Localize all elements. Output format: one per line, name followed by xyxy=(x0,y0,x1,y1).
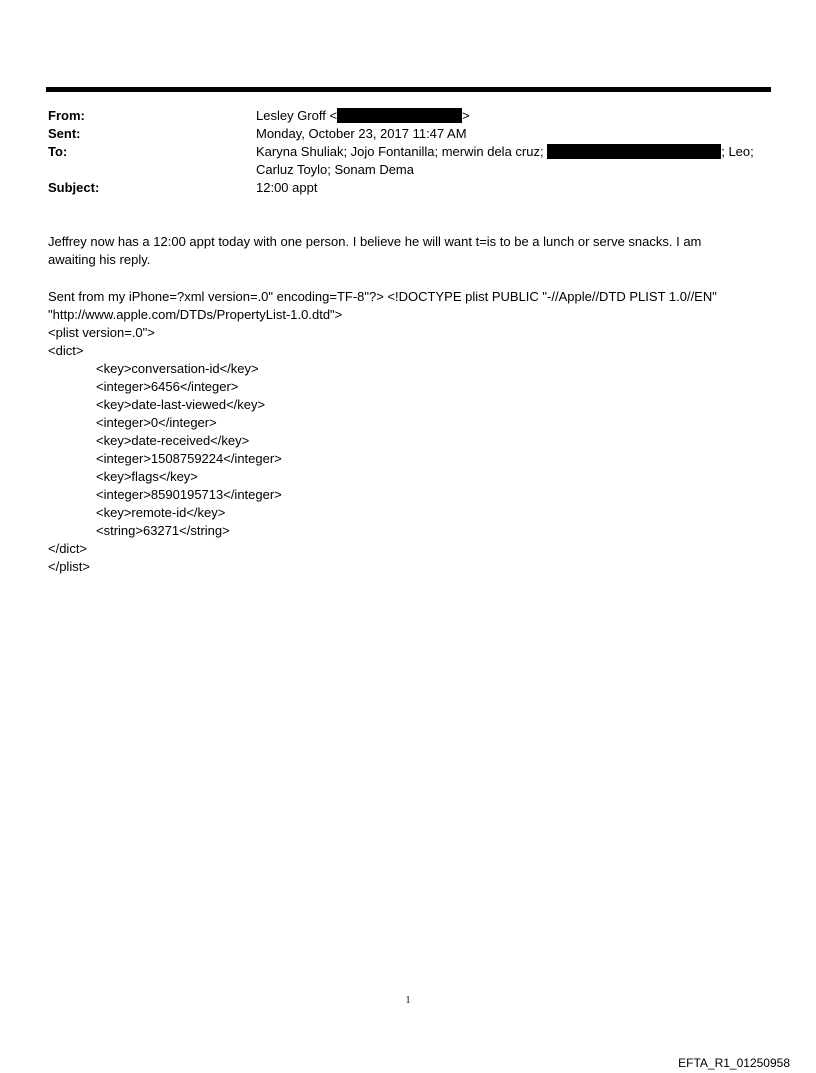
document-id: EFTA_R1_01250958 xyxy=(678,1056,790,1070)
xml-line: <string>63271</string> xyxy=(96,523,230,538)
from-name: Lesley Groff < xyxy=(256,108,338,123)
email-body xyxy=(48,233,748,269)
xml-line: <key>remote-id</key> xyxy=(96,505,226,520)
to-line-1 xyxy=(256,143,768,161)
xml-line: <integer>6456</integer> xyxy=(96,379,239,394)
xml-line: <integer>0</integer> xyxy=(96,415,217,430)
xml-line: <dict> xyxy=(48,343,84,358)
page-number: 1 xyxy=(405,995,411,1006)
sent-label: Sent: xyxy=(48,126,81,141)
xml-line: Sent from my iPhone=?xml version=.0" encoding=TF-8"?> <!DOCTYPE plist PUBLIC "-//Apple//DTD PLIST 1.0//EN" xyxy=(48,289,717,304)
redaction-box xyxy=(547,144,721,159)
xml-line: <plist version=.0"> xyxy=(48,325,155,340)
subject-row xyxy=(48,179,768,197)
xml-line: <integer>8590195713</integer> xyxy=(96,487,282,502)
to-row xyxy=(48,143,768,179)
xml-line: <integer>1508759224</integer> xyxy=(96,451,282,466)
xml-line: </plist> xyxy=(48,559,90,574)
xml-line: <key>conversation-id</key> xyxy=(96,361,259,376)
to-recipients-b: ; Leo; xyxy=(721,144,754,159)
from-close: > xyxy=(462,108,470,123)
to-value xyxy=(256,143,768,179)
xml-line: "http://www.apple.com/DTDs/PropertyList-1.0.dtd"> xyxy=(48,307,343,322)
to-recipients-c: Carluz Toylo; Sonam Dema xyxy=(256,162,414,177)
to-recipients-a: Karyna Shuliak; Jojo Fontanilla; merwin dela cruz; xyxy=(256,144,544,159)
subject-value: 12:00 appt xyxy=(256,180,318,195)
header-divider xyxy=(46,87,771,92)
xml-line: <key>date-last-viewed</key> xyxy=(96,397,266,412)
to-label: To: xyxy=(48,144,68,159)
redaction-box xyxy=(337,108,462,123)
body-paragraph: Jeffrey now has a 12:00 appt today with one person. I believe he will want t=is to be a lunch or serve snacks. I am awaiting his reply. xyxy=(48,234,702,267)
subject-label: Subject: xyxy=(48,180,100,195)
sent-row xyxy=(48,125,768,143)
email-header xyxy=(48,107,768,197)
xml-line: <key>date-received</key> xyxy=(96,433,250,448)
xml-line: </dict> xyxy=(48,541,88,556)
from-row xyxy=(48,107,768,125)
sent-value: Monday, October 23, 2017 11:47 AM xyxy=(256,126,467,141)
xml-block xyxy=(48,288,768,576)
from-value xyxy=(256,107,768,125)
from-label: From: xyxy=(48,108,85,123)
xml-line: <key>flags</key> xyxy=(96,469,198,484)
